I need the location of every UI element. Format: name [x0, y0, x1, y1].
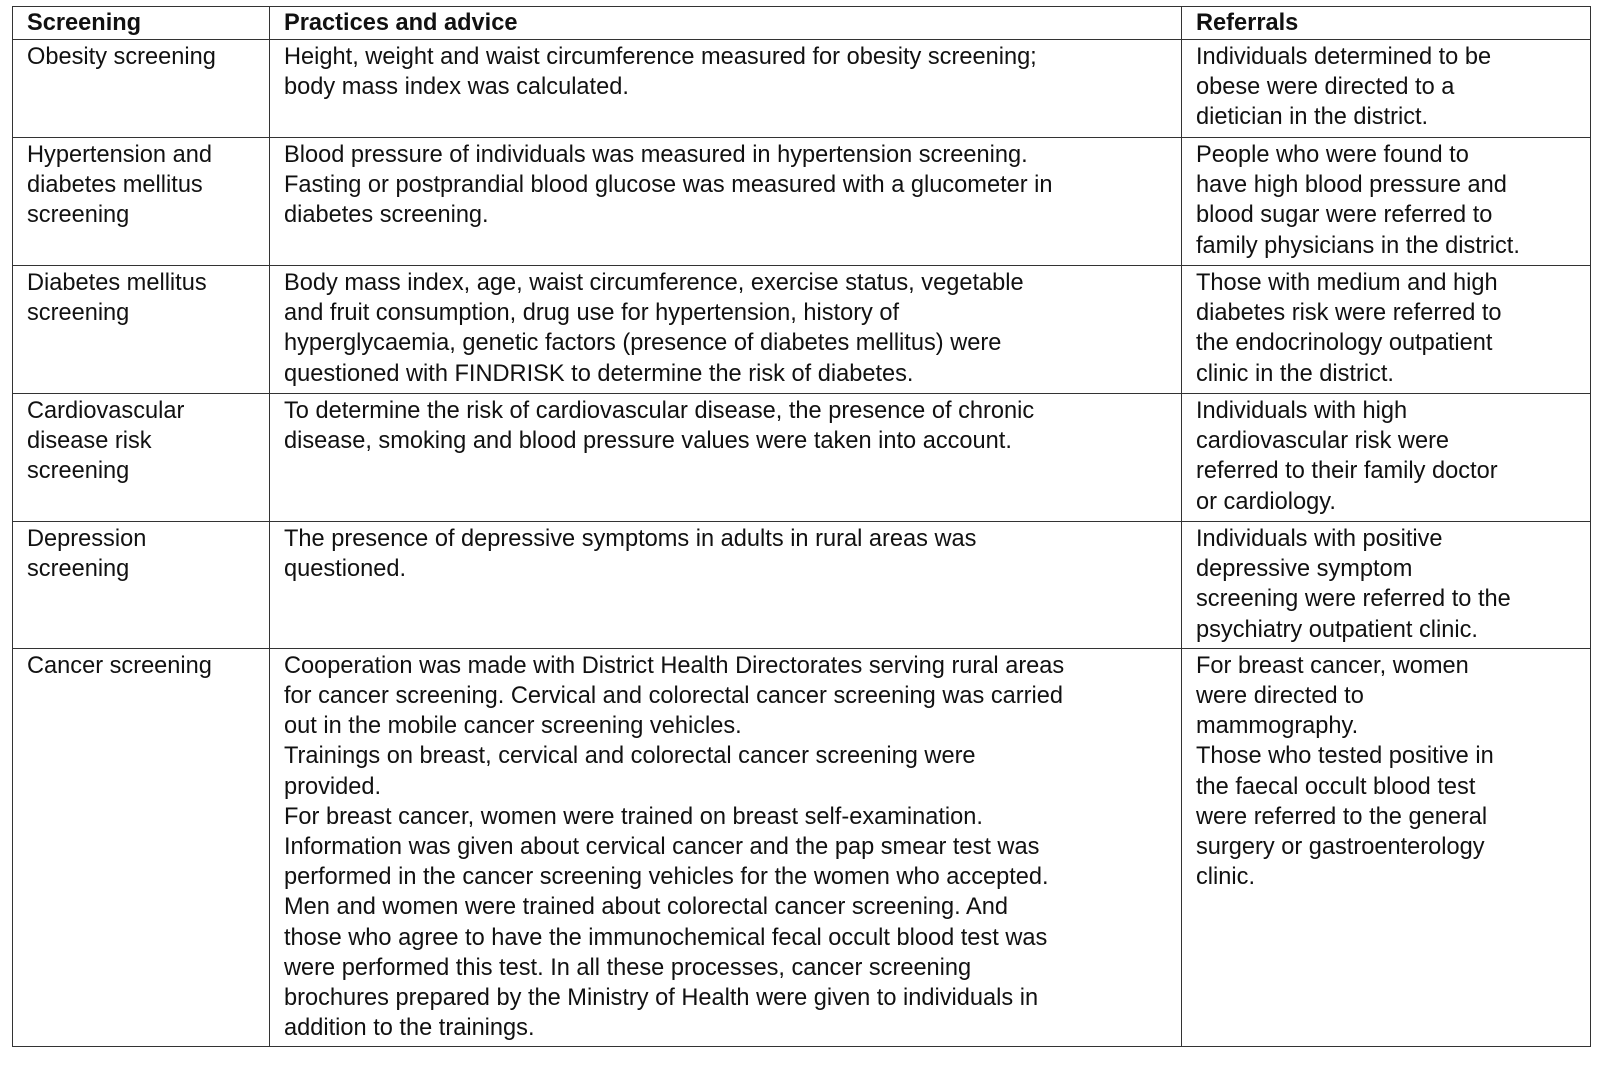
cell-text-line: screening [27, 458, 130, 485]
cell-practices [270, 266, 1182, 394]
cell-text-line: Fasting or postprandial blood glucose was measured with a glucometer in [284, 172, 1053, 199]
cell-text-line: those who agree to have the immunochemical fecal occult blood test was [284, 924, 1048, 951]
cell-referrals [1182, 266, 1591, 394]
cell-text-line: Cardiovascular [27, 398, 185, 424]
cell-text-line: cardiovascular risk were [1196, 428, 1450, 455]
cell-text-line: Blood pressure of individuals was measured in hypertension screening. [284, 142, 1028, 168]
cell-text-line: Body mass index, age, waist circumference, exercise status, vegetable [284, 270, 1024, 296]
table-row [13, 522, 1591, 649]
cell-text-line: screening [27, 202, 130, 229]
cell-text-line: diabetes risk were referred to [1196, 300, 1502, 327]
cell-screening [13, 522, 270, 649]
cell-practices [270, 138, 1182, 266]
cell-text-line: screening [27, 300, 130, 327]
cell-text-line: Information was given about cervical cancer and the pap smear test was [284, 834, 1040, 861]
cell-text-line: clinic. [1196, 864, 1255, 891]
cell-text-line: were directed to [1196, 683, 1364, 710]
cell-referrals [1182, 648, 1591, 1047]
cell-text-line: Height, weight and waist circumference measured for obesity screening; [284, 44, 1037, 70]
cell-text-line: screening [27, 556, 130, 583]
cell-text-line: Individuals with positive [1196, 526, 1443, 552]
cell-text-line: questioned. [284, 556, 407, 583]
cell-text-line: For breast cancer, women were trained on breast self-examination. [284, 803, 983, 830]
cell-text-line: out in the mobile cancer screening vehicles. [284, 713, 742, 740]
header-referrals: Referrals [1182, 7, 1591, 40]
cell-text-line: questioned with FINDRISK to determine the risk of diabetes. [284, 360, 914, 387]
cell-text-line: psychiatry outpatient clinic. [1196, 616, 1478, 643]
cell-text-line: Individuals determined to be [1196, 44, 1492, 70]
cell-text-line: disease risk [27, 428, 152, 455]
header-screening: Screening [13, 7, 270, 40]
cell-text-line: diabetes mellitus [27, 172, 203, 199]
cell-referrals [1182, 138, 1591, 266]
cell-text-line: depressive symptom [1196, 556, 1413, 583]
cell-text-line: Those who tested positive in [1196, 743, 1494, 770]
header-row [13, 7, 1591, 40]
cell-text-line: or cardiology. [1196, 488, 1336, 515]
cell-text-line: addition to the trainings. [284, 1015, 535, 1042]
table-row [13, 394, 1591, 522]
cell-text-line: Trainings on breast, cervical and colorectal cancer screening were [284, 743, 976, 770]
cell-text-line: obese were directed to a [1196, 74, 1455, 101]
cell-text-line: clinic in the district. [1196, 360, 1394, 387]
cell-text-line: Cancer screening [27, 652, 212, 679]
cell-text-line: Obesity screening [27, 44, 216, 70]
table-row [13, 40, 1591, 138]
cell-referrals [1182, 40, 1591, 138]
screening-table [12, 6, 1591, 1047]
table-row [13, 648, 1591, 1047]
cell-referrals [1182, 522, 1591, 649]
cell-text-line: screening were referred to the [1196, 586, 1511, 613]
cell-practices [270, 648, 1182, 1047]
cell-text-line: the faecal occult blood test [1196, 773, 1476, 800]
cell-text-line: Depression [27, 526, 147, 552]
header-practices: Practices and advice [270, 7, 1182, 40]
cell-text-line: were performed this test. In all these processes, cancer screening [284, 954, 972, 981]
cell-text-line: blood sugar were referred to [1196, 202, 1493, 229]
cell-text-line: hyperglycaemia, genetic factors (presence of diabetes mellitus) were [284, 330, 1002, 357]
table-body [13, 40, 1591, 1047]
cell-practices [270, 40, 1182, 138]
cell-text-line: have high blood pressure and [1196, 172, 1507, 199]
cell-text-line: To determine the risk of cardiovascular disease, the presence of chronic [284, 398, 1035, 424]
table-row [13, 266, 1591, 394]
cell-text-line: and fruit consumption, drug use for hypertension, history of [284, 300, 900, 327]
cell-text-line: diabetes screening. [284, 202, 489, 229]
cell-text-line: body mass index was calculated. [284, 74, 629, 101]
cell-text-line: mammography. [1196, 713, 1359, 740]
cell-text-line: brochures prepared by the Ministry of Health were given to individuals in [284, 985, 1039, 1012]
table-row [13, 138, 1591, 266]
cell-text-line: Diabetes mellitus [27, 270, 207, 296]
cell-screening [13, 138, 270, 266]
cell-practices [270, 522, 1182, 649]
cell-screening [13, 266, 270, 394]
cell-screening [13, 648, 270, 1047]
cell-text-line: family physicians in the district. [1196, 232, 1520, 259]
cell-text-line: Men and women were trained about colorectal cancer screening. And [284, 894, 1008, 921]
cell-text-line: Individuals with high [1196, 398, 1408, 424]
cell-text-line: the endocrinology outpatient [1196, 330, 1493, 357]
cell-text-line: Those with medium and high [1196, 270, 1498, 296]
cell-text-line: were referred to the general [1196, 803, 1488, 830]
cell-text-line: disease, smoking and blood pressure values were taken into account. [284, 428, 1012, 455]
cell-text-line: for cancer screening. Cervical and colorectal cancer screening was carried [284, 683, 1063, 710]
cell-screening [13, 40, 270, 138]
cell-text-line: People who were found to [1196, 142, 1469, 168]
cell-text-line: Hypertension and [27, 142, 212, 168]
cell-practices [270, 394, 1182, 522]
cell-text-line: provided. [284, 773, 382, 800]
cell-text-line: dietician in the district. [1196, 104, 1429, 131]
cell-text-line: referred to their family doctor [1196, 458, 1498, 485]
cell-text-line: Cooperation was made with District Health Directorates serving rural areas [284, 652, 1065, 679]
cell-screening [13, 394, 270, 522]
cell-text-line: performed in the cancer screening vehicles for the women who accepted. [284, 864, 1049, 891]
cell-text-line: For breast cancer, women [1196, 652, 1469, 679]
cell-text-line: The presence of depressive symptoms in adults in rural areas was [284, 526, 977, 552]
cell-referrals [1182, 394, 1591, 522]
cell-text-line: surgery or gastroenterology [1196, 834, 1485, 861]
